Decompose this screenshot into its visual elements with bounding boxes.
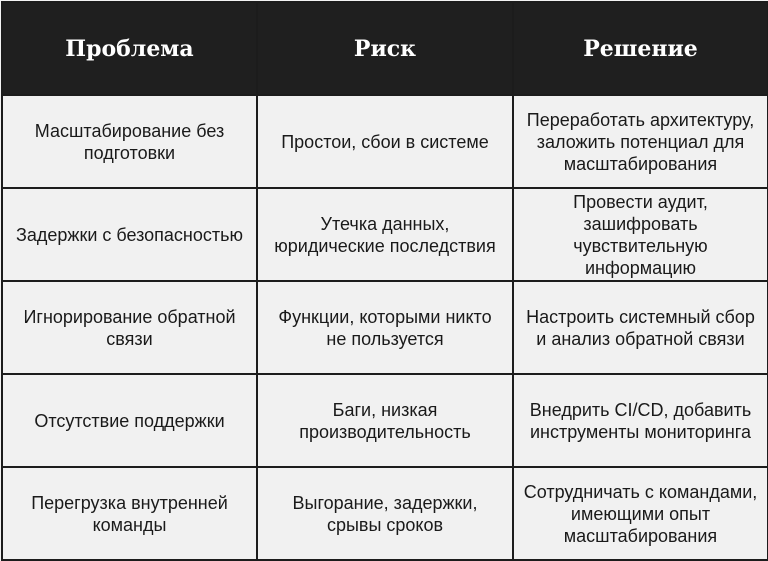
cell-risk: Простои, сбои в системе bbox=[257, 95, 513, 188]
cell-solution: Переработать архитектуру, заложить потенциал для масштабирования bbox=[513, 95, 768, 188]
cell-risk: Выгорание, задержки, срывы сроков bbox=[257, 467, 513, 560]
cell-risk: Баги, низкая производительность bbox=[257, 374, 513, 467]
cell-solution: Внедрить CI/CD, добавить инструменты мониторинга bbox=[513, 374, 768, 467]
cell-problem: Отсутствие поддержки bbox=[2, 374, 257, 467]
cell-problem: Игнорирование обратной связи bbox=[2, 281, 257, 374]
table-header bbox=[2, 2, 768, 95]
cell-solution: Настроить системный сбор и анализ обратной связи bbox=[513, 281, 768, 374]
table-row bbox=[2, 467, 768, 560]
table-row bbox=[2, 281, 768, 374]
cell-solution: Провести аудит, зашифровать чувствительную информацию bbox=[513, 188, 768, 281]
problems-risks-solutions-table bbox=[1, 1, 768, 561]
cell-problem: Масштабирование без подготовки bbox=[2, 95, 257, 188]
table-body bbox=[2, 95, 768, 560]
cell-problem: Перегрузка внутренней команды bbox=[2, 467, 257, 560]
table-row bbox=[2, 374, 768, 467]
header-solution: Решение bbox=[513, 2, 768, 95]
cell-risk: Утечка данных, юридические последствия bbox=[257, 188, 513, 281]
header-risk: Риск bbox=[257, 2, 513, 95]
cell-problem: Задержки с безопасностью bbox=[2, 188, 257, 281]
header-problem: Проблема bbox=[2, 2, 257, 95]
table-row bbox=[2, 95, 768, 188]
cell-solution: Сотрудничать с командами, имеющими опыт масштабирования bbox=[513, 467, 768, 560]
header-row bbox=[2, 2, 768, 95]
problems-risks-solutions-table-container bbox=[1, 1, 767, 560]
table-row bbox=[2, 188, 768, 281]
cell-risk: Функции, которыми никто не пользуется bbox=[257, 281, 513, 374]
